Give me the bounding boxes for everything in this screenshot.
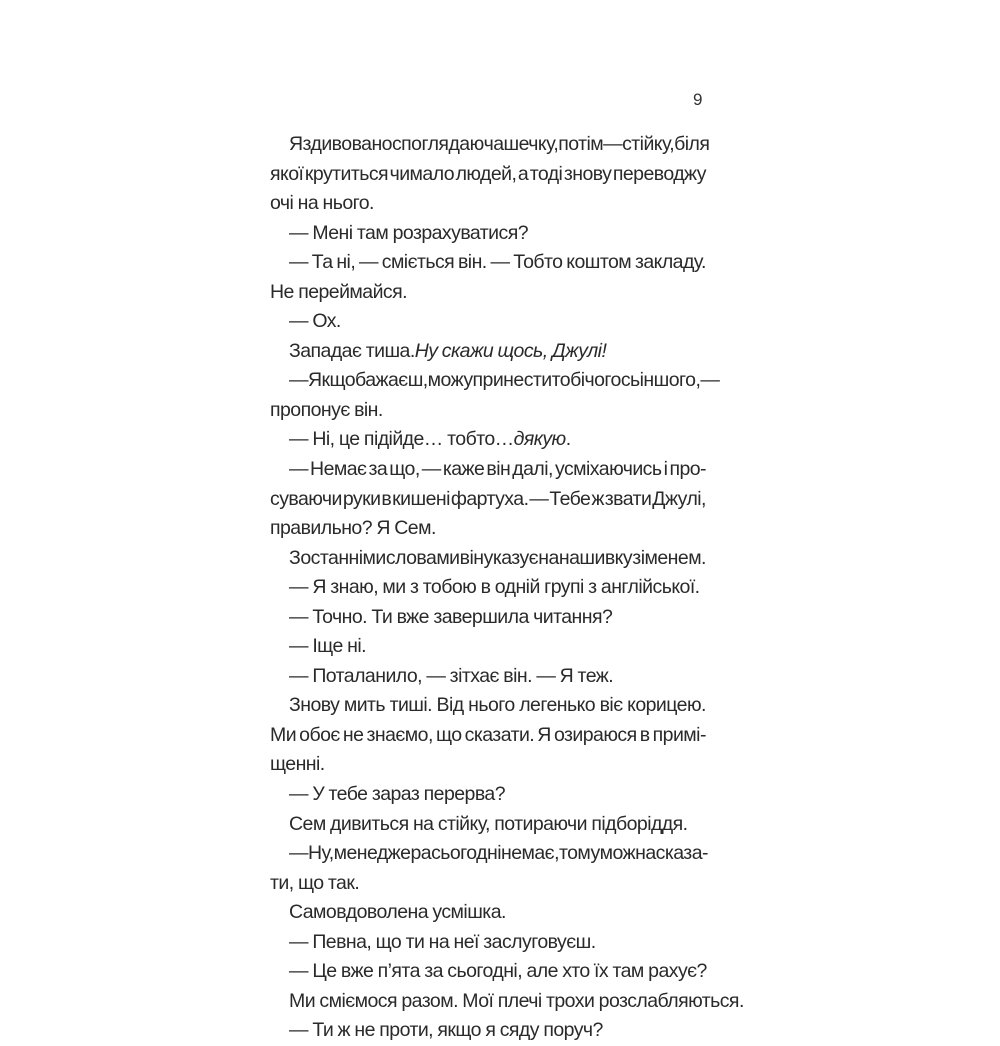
word: останніми — [300, 546, 386, 569]
word: Я — [537, 723, 551, 746]
text-segment: — Іще ні. — [289, 635, 366, 658]
body-text — [270, 130, 744, 1046]
text-line — [270, 219, 706, 249]
text-segment: — Це вже п’ята за сьогодні, але хто їх там рахує? — [289, 960, 707, 983]
word: менеджера — [333, 842, 432, 865]
text-line — [270, 928, 706, 958]
text-segment: очі на нього. — [270, 192, 374, 215]
text-line — [270, 839, 706, 869]
word: — — [289, 251, 308, 274]
word: сказа- — [655, 842, 708, 865]
text-line — [270, 603, 706, 633]
text-segment: Ми сміємося разом. Мої плечі трохи розслабляються. — [289, 989, 744, 1012]
text-segment: щенні. — [270, 753, 325, 776]
word: споглядаю — [391, 133, 484, 155]
word: звати — [604, 487, 652, 510]
italic-text: дякую — [513, 428, 566, 451]
word: біля — [674, 133, 710, 155]
word: кишені — [392, 487, 450, 510]
word: мить — [343, 694, 386, 717]
word: ні, — [336, 251, 356, 274]
word: словами — [385, 546, 460, 569]
word: Тебе — [549, 487, 591, 510]
word: Я — [289, 133, 303, 155]
text-segment: Не переймайся. — [270, 280, 408, 303]
word: — — [421, 458, 441, 481]
text-segment: . — [565, 428, 571, 451]
text-line — [270, 544, 706, 574]
word: сказати. — [464, 723, 535, 746]
word: чашечку, — [483, 133, 559, 155]
page-number: 9 — [693, 90, 703, 109]
word: стійку, — [622, 133, 675, 155]
word: іменем. — [640, 546, 706, 569]
word: легенько — [519, 694, 596, 717]
text-line — [270, 898, 706, 928]
word: а — [517, 162, 529, 185]
word: сьогодні — [431, 842, 501, 865]
text-segment: — У тебе зараз перерва? — [289, 783, 506, 806]
text-segment: Сем дивиться на стійку, потираючи підборіддя. — [289, 812, 688, 835]
word: в — [639, 723, 650, 746]
word: ж — [591, 487, 604, 510]
text-line — [270, 396, 706, 426]
text-line — [270, 278, 706, 308]
word: Тобто — [513, 251, 563, 274]
word: потім — [558, 133, 604, 155]
text-segment: Западає тиша. — [289, 339, 415, 362]
word: коштом — [566, 251, 632, 274]
word: тобі — [551, 369, 585, 392]
word: він — [486, 458, 511, 481]
text-line — [270, 160, 706, 190]
text-line — [270, 573, 706, 603]
word: суваючи — [270, 487, 342, 510]
word: — — [289, 369, 308, 392]
text-line — [270, 750, 706, 780]
text-line — [270, 455, 706, 485]
word: здивовано — [302, 133, 392, 155]
word: сміється — [381, 251, 455, 274]
text-line — [270, 248, 706, 278]
word: Від — [436, 694, 464, 717]
word: озираюся — [553, 723, 637, 746]
word: тому — [558, 842, 600, 865]
word: немає, — [501, 842, 559, 865]
text-line — [270, 632, 706, 662]
text-segment: — Певна, що ти на неї заслуговуєш. — [289, 930, 596, 953]
text-segment: Самовдоволена усмішка. — [289, 901, 506, 924]
text-line — [270, 987, 744, 1017]
word: не — [342, 723, 364, 746]
text-segment: пропонує він. — [270, 398, 383, 421]
text-segment: — Поталанило, — зітхає він. — Я теж. — [289, 664, 614, 687]
word: Джулі, — [652, 487, 706, 510]
word: можна — [599, 842, 656, 865]
word: нього — [468, 694, 515, 717]
text-segment: правильно? Я Сем. — [270, 517, 436, 540]
text-segment: — Точно. Ти вже завершила читання? — [289, 605, 613, 628]
word: якої — [270, 162, 304, 185]
word: принести — [472, 369, 552, 392]
text-line — [270, 130, 710, 160]
text-line — [270, 485, 706, 515]
word: фартуха. — [450, 487, 529, 510]
word: чимало — [389, 162, 455, 185]
word: — — [289, 842, 308, 865]
text-segment: — Мені там розрахуватися? — [289, 221, 529, 244]
word: чогось — [584, 369, 640, 392]
word: — — [289, 458, 308, 481]
word: корицею. — [627, 694, 706, 717]
text-segment: — Я знаю, ми з тобою в одній групі з англійської. — [289, 576, 700, 599]
word: що — [435, 723, 462, 746]
word: Та — [311, 251, 333, 274]
word: іншого, — [639, 369, 701, 392]
word: віє — [599, 694, 623, 717]
word: знаємо, — [366, 723, 433, 746]
text-line — [270, 337, 706, 367]
word: — — [700, 369, 720, 392]
word: — — [490, 251, 510, 274]
word: — — [359, 251, 378, 274]
text-line — [270, 810, 706, 840]
word: указує — [483, 546, 539, 569]
word: знову — [563, 162, 612, 185]
word: тоді — [529, 162, 563, 185]
word: Немає — [310, 458, 367, 481]
word: закладу. — [634, 251, 706, 274]
text-line — [270, 780, 706, 810]
word: З — [289, 546, 301, 569]
word: на — [538, 546, 559, 569]
word: переводжу — [612, 162, 706, 185]
word: Ми — [270, 723, 297, 746]
text-line — [270, 307, 706, 337]
word: тиші. — [389, 694, 433, 717]
text-line — [270, 366, 720, 396]
italic-text: Ну скажи щось, Джулі! — [414, 339, 607, 362]
text-segment: — Ні, це підійде… тобто… — [289, 428, 514, 451]
word: нашивку — [558, 546, 633, 569]
word: далі, — [512, 458, 553, 481]
word: — — [603, 133, 623, 155]
word: що, — [389, 458, 420, 481]
text-line — [270, 957, 706, 987]
word: Знову — [289, 694, 340, 717]
text-line — [270, 514, 706, 544]
text-line — [270, 721, 706, 751]
text-line — [270, 425, 706, 455]
word: можу — [427, 369, 473, 392]
word: і — [663, 458, 668, 481]
word: обоє — [299, 723, 340, 746]
word: бажаєш, — [355, 369, 428, 392]
word: в — [381, 487, 392, 510]
word: усміхаючись — [554, 458, 662, 481]
text-line — [270, 691, 706, 721]
word: каже — [442, 458, 485, 481]
word: за — [368, 458, 388, 481]
text-line — [270, 662, 706, 692]
text-line — [270, 189, 706, 219]
word: з — [632, 546, 641, 569]
text-segment: — Ох. — [289, 310, 341, 333]
word: крутиться — [304, 162, 389, 185]
text-line — [270, 1016, 706, 1046]
text-segment: — Ти ж не проти, якщо я сяду поруч? — [289, 1019, 603, 1042]
word: руки — [342, 487, 381, 510]
word: — — [529, 487, 549, 510]
text-segment: ти, що так. — [270, 871, 360, 894]
word: Якщо — [307, 369, 356, 392]
word: про- — [669, 458, 706, 481]
word: він. — [458, 251, 487, 274]
text-line — [270, 869, 706, 899]
word: примі- — [652, 723, 706, 746]
word: Ну, — [307, 842, 334, 865]
word: людей, — [455, 162, 517, 185]
word: він — [459, 546, 484, 569]
